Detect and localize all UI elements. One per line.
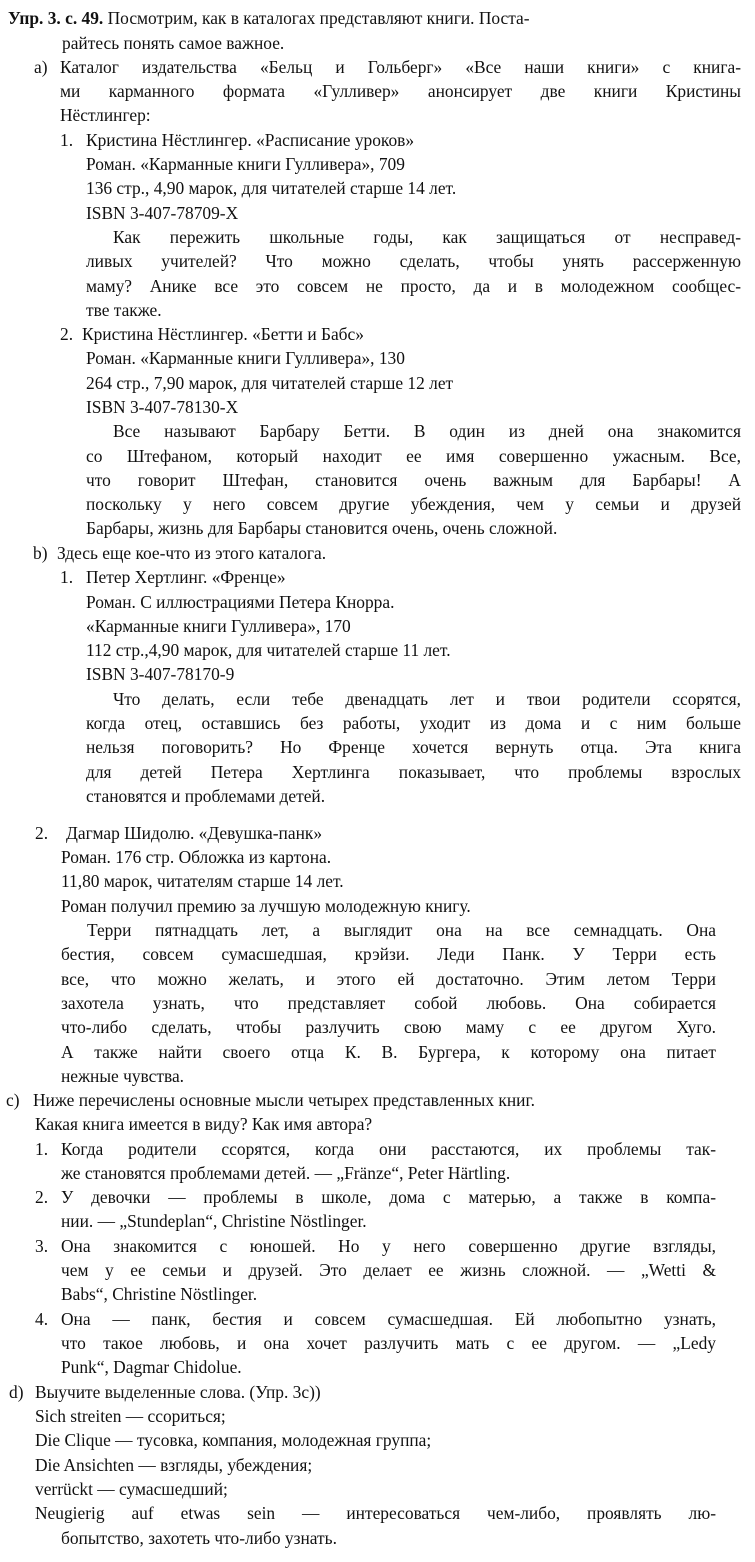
book-desc: что-либо сделать, чтобы разлучить свою маму с ее другом Хуго. [61,1017,716,1037]
book-desc: для детей Петера Хертлинга показывает, что проблемы взрослых [86,762,741,782]
part-a-line: Нёстлингер: [60,105,151,125]
book-info: 264 стр., 7,90 марок, для читателей старше 12 лет [86,373,454,393]
part-a-marker: a) [34,57,48,77]
exercise-intro-cont: райтесь понять самое важное. [62,33,285,53]
book-number: 2. [60,324,74,344]
item-line: нии. — „Stundeplan“, Christine Nöstlinger. [61,1211,367,1231]
book-number: 1. [60,130,74,150]
exercise-label: Упр. 3. с. 49. [8,8,104,28]
book-desc: маму? Анике все это совсем не просто, да и в молодежном сообщес- [86,276,741,296]
book-desc: все, что можно желать, и этого ей достаточно. Этим летом Терри [61,969,716,989]
part-b-marker: b) [33,543,48,563]
book-desc: Все называют Барбару Бетти. В один из дней она знакомится [113,421,741,441]
item-number: 1. [35,1139,49,1159]
book-desc: бестия, совсем сумасшедшая, крэйзи. Леди Панк. У Терри есть [61,944,716,964]
vocab-item: Neugierig auf etwas sein — интересоваться чем-либо, проявлять лю- [35,1503,716,1523]
book-info: «Карманные книги Гулливера», 170 [86,616,351,636]
vocab-item: Sich streiten — ссориться; [35,1406,226,1426]
book-info: 136 стр., 4,90 марок, для читателей старше 14 лет. [86,178,457,198]
item-line: Она знакомится с юношей. Но у него совершенно другие взгляды, [61,1236,716,1256]
book-number: 1. [60,567,74,587]
book-isbn: ISBN 3-407-78709-X [86,203,239,223]
item-line: Когда родители ссорятся, когда они расстаются, их проблемы так- [61,1139,716,1159]
book-number: 2. [35,823,49,843]
part-b-intro: Здесь еще кое-что из этого каталога. [57,543,327,563]
book-info: Роман. «Карманные книги Гулливера», 709 [86,154,405,174]
book-desc: Барбары, жизнь для Барбары становится очень, очень сложной. [86,518,558,538]
book-desc: захотела узнать, что представляет собой любовь. Она собирается [61,993,716,1013]
book-desc: со Штефаном, который находит ее имя совершенно ужасным. Все, [86,446,741,466]
book-desc: поскольку у него совсем другие убеждения, чем у семьи и друзей [86,494,741,514]
item-number: 2. [35,1187,49,1207]
item-line: Babs“, Christine Nöstlinger. [61,1284,258,1304]
book-isbn: ISBN 3-407-78170-9 [86,664,235,684]
book-desc: Как пережить школьные годы, как защищаться от несправед- [113,227,741,247]
item-line: чем у ее семьи и друзей. Это делает ее жизнь сложной. — „Wetti & [61,1260,716,1280]
part-c-marker: c) [6,1090,20,1110]
book-desc: тве также. [86,300,162,320]
book-title: Кристина Нёстлингер. «Бетти и Бабс» [82,324,364,344]
vocab-item: Die Clique — тусовка, компания, молодежная группа; [35,1430,432,1450]
exercise-intro: Посмотрим, как в каталогах представляют книги. Поста- [107,8,530,28]
book-desc: Что делать, если тебе двенадцать лет и твои родители ссорятся, [113,689,741,709]
book-info: Роман получил премию за лучшую молодежную книгу. [61,896,471,916]
part-c-line: Ниже перечислены основные мысли четырех представленных книг. [33,1090,535,1110]
book-info: Роман. 176 стр. Обложка из картона. [61,847,332,867]
exercise-heading-line [8,6,741,30]
item-line: У девочки — проблемы в школе, дома с матерью, а также в компа- [61,1187,716,1207]
vocab-item-cont: бопытство, захотеть что-либо узнать. [61,1528,337,1548]
book-info: Роман. «Карманные книги Гулливера», 130 [86,348,405,368]
book-title: Дагмар Шидолю. «Девушка-панк» [66,823,323,843]
book-title: Кристина Нёстлингер. «Расписание уроков» [86,130,415,150]
item-line: Она — панк, бестия и совсем сумасшедшая. Ей любопытно узнать, [61,1309,716,1329]
book-desc: А также найти своего отца К. В. Бургера, к которому она питает [61,1042,716,1062]
part-c-line: Какая книга имеется в виду? Как имя автора? [35,1114,373,1134]
part-a-line: ми карманного формата «Гулливер» анонсирует две книги Кристины [60,81,741,101]
vocab-item: Die Ansichten — взгляды, убеждения; [35,1455,313,1475]
vocab-item: verrückt — сумасшедший; [35,1479,228,1499]
item-line: Punk“, Dagmar Chidolue. [61,1357,242,1377]
book-isbn: ISBN 3-407-78130-X [86,397,239,417]
book-info: Роман. С иллюстрациями Петера Кнорра. [86,592,395,612]
part-a-line: Каталог издательства «Бельц и Гольберг» «Все наши книги» с книга- [60,57,741,77]
item-number: 3. [35,1236,49,1256]
item-number: 4. [35,1309,49,1329]
item-line: что такое любовь, и она хочет разлучить мать с ее другом. — „Ledy [61,1333,716,1353]
book-desc: Терри пятнадцать лет, а выглядит она на все семнадцать. Она [87,920,716,940]
part-d-marker: d) [9,1382,24,1402]
book-desc: что говорит Штефан, становится очень важным для Барбары! А [86,470,741,490]
book-title: Петер Хертлинг. «Френце» [86,567,286,587]
book-info: 11,80 марок, читателям старше 14 лет. [61,871,344,891]
book-desc: становятся и проблемами детей. [86,786,326,806]
book-desc: ливых учителей? Что можно сделать, чтобы унять рассерженную [86,251,741,271]
book-desc: нежные чувства. [61,1066,185,1086]
book-desc: нельзя поговорить? Но Френце хочется вернуть отца. Эта книга [86,737,741,757]
item-line: же становятся проблемами детей. — „Fränze“, Peter Härtling. [61,1163,511,1183]
book-info: 112 стр.,4,90 марок, для читателей старше 11 лет. [86,640,451,660]
book-desc: когда отец, оставшись без работы, уходит из дома и с ним больше [86,713,741,733]
part-d-intro: Выучите выделенные слова. (Упр. 3c)) [35,1382,321,1402]
